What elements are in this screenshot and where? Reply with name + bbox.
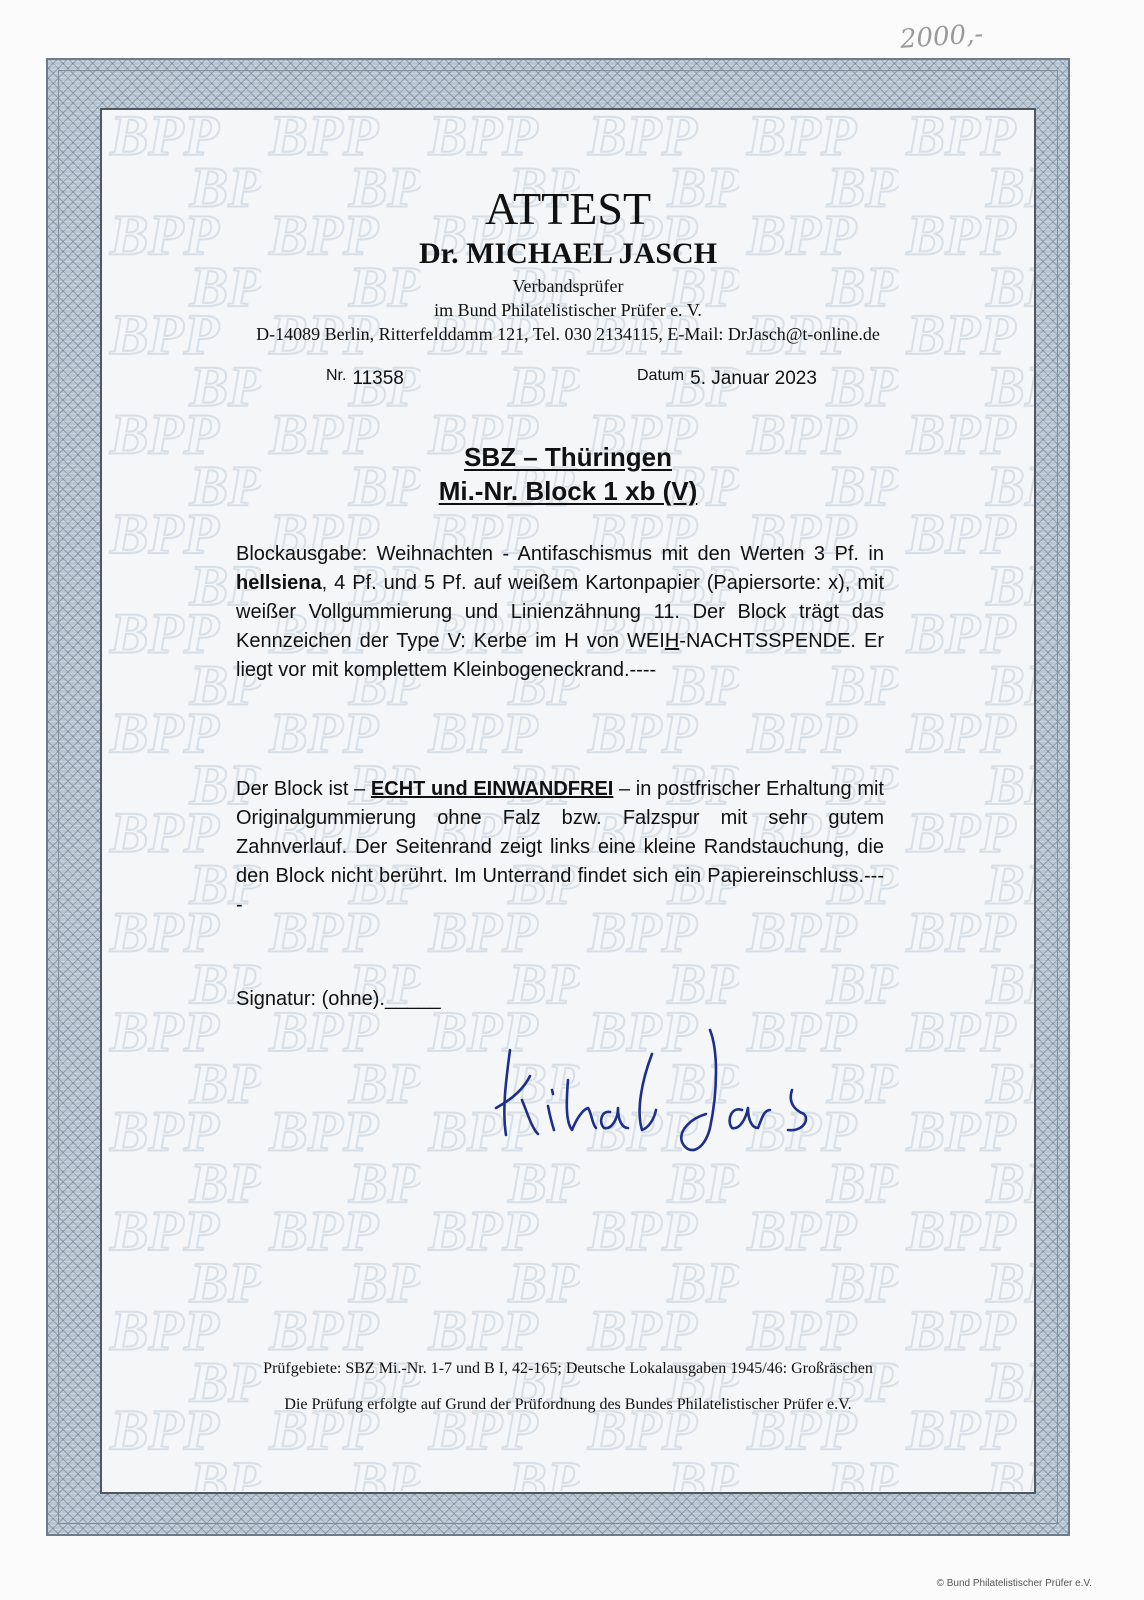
subject-line-1: SBZ – Thüringen	[464, 442, 672, 472]
certificate-content	[102, 110, 1034, 1492]
copyright-notice: © Bund Philatelistischer Prüfer e.V.	[936, 1578, 1092, 1589]
certificate-panel	[100, 108, 1036, 1494]
number-value: 11358	[352, 368, 404, 389]
description-paragraph: Blockausgabe: Weihnachten - Antifaschismus mit den Werten 3 Pf. in hellsiena, 4 Pf. und 5 Pf. auf weißem Kartonpapier (Papiersorte: x), mit weißer Vollgummierung und Linienzähnung 11. Der Block trägt das Kennzeichen der Type V: Kerbe im H von WEIH-NACHTSSPENDE. Er liegt vor mit komplettem Kleinbogeneckrand.----	[236, 543, 890, 681]
type-mark-letter: H	[664, 630, 680, 652]
certificate-number	[326, 368, 404, 390]
certificate-title: ATTEST	[484, 183, 652, 234]
subject-heading	[102, 440, 1034, 508]
signature-note: Signatur: (ohne)._____	[236, 988, 441, 1010]
subject-line-2: Mi.-Nr. Block 1 xb (V)	[438, 476, 698, 506]
examiner-association: im Bund Philatelistischer Prüfer e. V.	[434, 300, 702, 320]
examination-rule: Die Prüfung erfolgte auf Grund der Prüfordnung des Bundes Philatelistischer Prüfer e.V.	[284, 1396, 852, 1413]
pencil-price-note: 2000,-	[899, 19, 985, 55]
examiner-name: Dr. MICHAEL JASCH	[418, 237, 718, 270]
color-name: hellsiena	[236, 572, 322, 594]
examination-scope: Prüfgebiete: SBZ Mi.-Nr. 1-7 und B I, 42-165; Deutsche Lokalausgaben 1945/46: Großräschen	[263, 1360, 873, 1377]
examiner-address: D-14089 Berlin, Ritterfelddamm 121, Tel. 030 2134115, E-Mail: DrJasch@t-online.de	[256, 324, 880, 344]
date-value: 5. Januar 2023	[690, 368, 817, 389]
certificate-date	[637, 368, 817, 390]
examiner-role: Verbandsprüfer	[512, 276, 624, 296]
verdict-result: ECHT und EINWANDFREI	[370, 778, 614, 800]
date-label: Datum	[637, 367, 685, 384]
number-label: Nr.	[326, 367, 347, 384]
verdict-paragraph: Der Block ist – ECHT und EINWANDFREI – in postfrischer Erhaltung mit Originalgummierung ohne Falz bzw. Falzspur mit sehr gutem Zahnverlauf. Der Seitenrand zeigt links eine kleine Randstauchung, die den Block nicht berührt. Im Unterrand findet sich ein Papiereinschluss.----	[236, 778, 890, 916]
handwritten-signature	[492, 1010, 852, 1160]
